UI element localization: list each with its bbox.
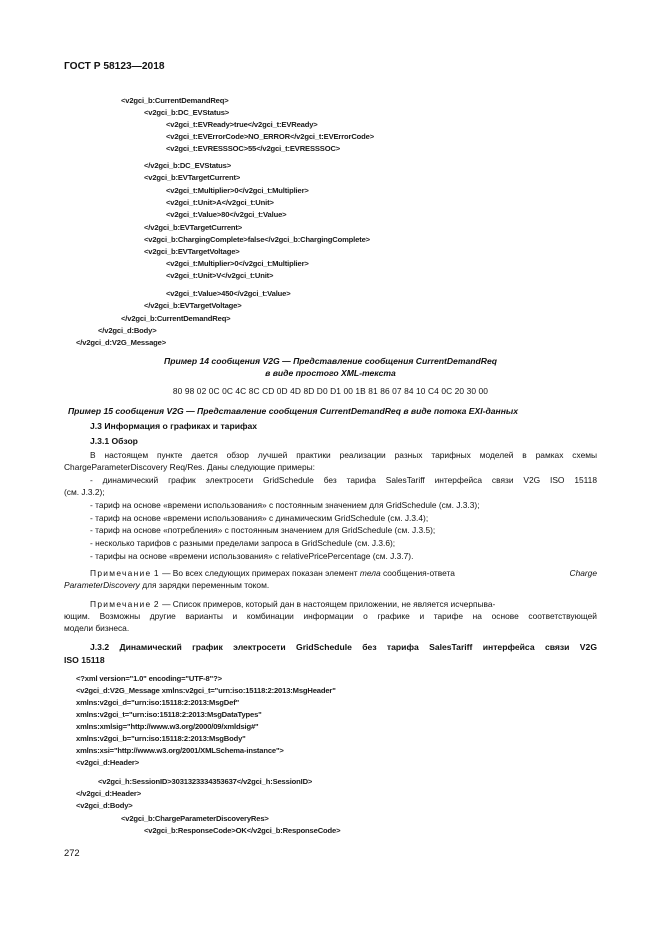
code-line: <v2gci_t:Multiplier>0</v2gci_t:Multiplier> <box>166 186 309 195</box>
code-line: <?xml version="1.0" encoding="UTF-8"?> <box>76 674 222 683</box>
code-line: </v2gci_d:V2G_Message> <box>76 338 166 347</box>
code-line: <v2gci_b:ChargeParameterDiscoveryRes> <box>121 814 269 823</box>
section-j32-heading-line2: ISO 15118 <box>64 655 105 665</box>
code-line: <v2gci_b:ChargingComplete>false</v2gci_b:ChargingComplete> <box>144 235 370 244</box>
code-line: </v2gci_b:EVTargetCurrent> <box>144 223 243 232</box>
note-1-label: Примечание <box>90 568 152 578</box>
code-line: <v2gci_b:ResponseCode>OK</v2gci_b:ResponseCode> <box>144 826 341 835</box>
code-line: <v2gci_b:EVTargetCurrent> <box>144 173 241 182</box>
example-15-caption: Пример 15 сообщения V2G — Представление сообщения CurrentDemandReq в виде потока EXI-данных <box>68 406 519 416</box>
section-j31-heading: J.3.1 Обзор <box>90 436 138 446</box>
code-line: <v2gci_d:V2G_Message xmlns:v2gci_t="urn:iso:15118:2:2013:MsgHeader" <box>76 686 336 695</box>
code-line: <v2gci_t:Value>450</v2gci_t:Value> <box>166 289 291 298</box>
example-14-caption-line2: в виде простого XML-текста <box>265 368 396 378</box>
list-item: - несколько тарифов с разными пределами запроса в GridSchedule (см. J.3.6); <box>90 538 396 548</box>
note-1-line2: ParameterDiscovery для зарядки переменным током. <box>64 580 270 590</box>
code-line: <v2gci_b:DC_EVStatus> <box>144 108 230 117</box>
overview-paragraph-line1: В настоящем пункте дается обзор лучшей практики реализации разных тарифных моделей в рамках схемы <box>90 450 597 460</box>
list-item-continuation: (см. J.3.2); <box>64 487 105 497</box>
note-2-line2: ющим. Возможны другие варианты и комбинации информации о графике и тарифе на основе соответствующей <box>64 611 597 621</box>
list-item: - тариф на основе «времени использования» с динамическим GridSchedule (см. J.3.4); <box>90 513 429 523</box>
note-2-line3: модели бизнеса. <box>64 623 130 633</box>
list-item: - тарифы на основе «времени использования» с relativePricePercentage (см. J.3.7). <box>90 551 414 561</box>
code-line: xmlns:v2gci_b="urn:iso:15118:2:2013:MsgBody" <box>76 734 246 743</box>
code-line: <v2gci_t:EVRESSSOC>55</v2gci_t:EVRESSSOC> <box>166 144 341 153</box>
code-line: xmlns:xsi="http://www.w3.org/2001/XMLSchema-instance"> <box>76 746 284 755</box>
list-item: - динамический график электросети GridSchedule без тарифа SalesTariff интерфейса связи V2G ISO 15118 <box>90 475 597 485</box>
code-line: </v2gci_d:Body> <box>98 326 157 335</box>
document-header-title: ГОСТ Р 58123—2018 <box>64 61 165 72</box>
exi-hex-stream: 80 98 02 0C 0C 4C 8C CD 0D 4D 8D D0 D1 00 1B 81 86 07 84 10 C4 0C 20 30 00 <box>172 386 489 396</box>
section-j32-heading-line1: J.3.2 Динамический график электросети GridSchedule без тарифа SalesTariff интерфейса связи V2G <box>90 642 597 652</box>
code-line: <v2gci_t:Unit>A</v2gci_t:Unit> <box>166 198 274 207</box>
note-1-line1: Примечание 1 — Во всех следующих примерах показан элемент тела сообщения-ответа Charge <box>90 568 597 578</box>
note-2-line1: Примечание 2 — Список примеров, который дан в настоящем приложении, не является исчерпыва- <box>90 599 496 609</box>
list-item: - тариф на основе «потребления» с постоянным значением для GridSchedule (см. J.3.5); <box>90 525 436 535</box>
code-line: xmlns:v2gci_t="urn:iso:15118:2:2013:MsgDataTypes" <box>76 710 262 719</box>
example-14-caption-line1: Пример 14 сообщения V2G — Представление сообщения CurrentDemandReq <box>164 356 497 366</box>
list-item: - тариф на основе «времени использования» с постоянным значением для GridSchedule (см. J.3.3); <box>90 500 480 510</box>
note-2-number: 2 <box>153 599 160 609</box>
section-j3-heading: J.3 Информация о графиках и тарифах <box>90 421 258 431</box>
code-line: xmlns:xmlsig="http://www.w3.org/2000/09/xmldsig#" <box>76 722 259 731</box>
code-line: </v2gci_d:Header> <box>76 789 141 798</box>
code-line: <v2gci_t:Multiplier>0</v2gci_t:Multiplier> <box>166 259 309 268</box>
overview-paragraph-line2: ChargeParameterDiscovery Req/Res. Даны следующие примеры: <box>64 462 315 472</box>
code-line: <v2gci_b:CurrentDemandReq> <box>121 96 229 105</box>
code-line: <v2gci_t:Unit>V</v2gci_t:Unit> <box>166 271 274 280</box>
code-line: <v2gci_t:Value>80</v2gci_t:Value> <box>166 210 287 219</box>
code-line: <v2gci_h:SessionID>3031323334353637</v2gci_h:SessionID> <box>98 777 313 786</box>
code-line: <v2gci_d:Body> <box>76 801 133 810</box>
page-number: 272 <box>64 847 80 858</box>
code-line: xmlns:v2gci_d="urn:iso:15118:2:2013:MsgDef" <box>76 698 240 707</box>
code-line: </v2gci_b:DC_EVStatus> <box>144 161 232 170</box>
code-line: </v2gci_b:EVTargetVoltage> <box>144 301 242 310</box>
code-line: <v2gci_t:EVErrorCode>NO_ERROR</v2gci_t:EVErrorCode> <box>166 132 375 141</box>
code-line: <v2gci_d:Header> <box>76 758 140 767</box>
code-line: <v2gci_b:EVTargetVoltage> <box>144 247 240 256</box>
code-line: <v2gci_t:EVReady>true</v2gci_t:EVReady> <box>166 120 318 129</box>
code-line: </v2gci_b:CurrentDemandReq> <box>121 314 231 323</box>
note-1-number: 1 <box>153 568 160 578</box>
note-2-label: Примечание <box>90 599 152 609</box>
